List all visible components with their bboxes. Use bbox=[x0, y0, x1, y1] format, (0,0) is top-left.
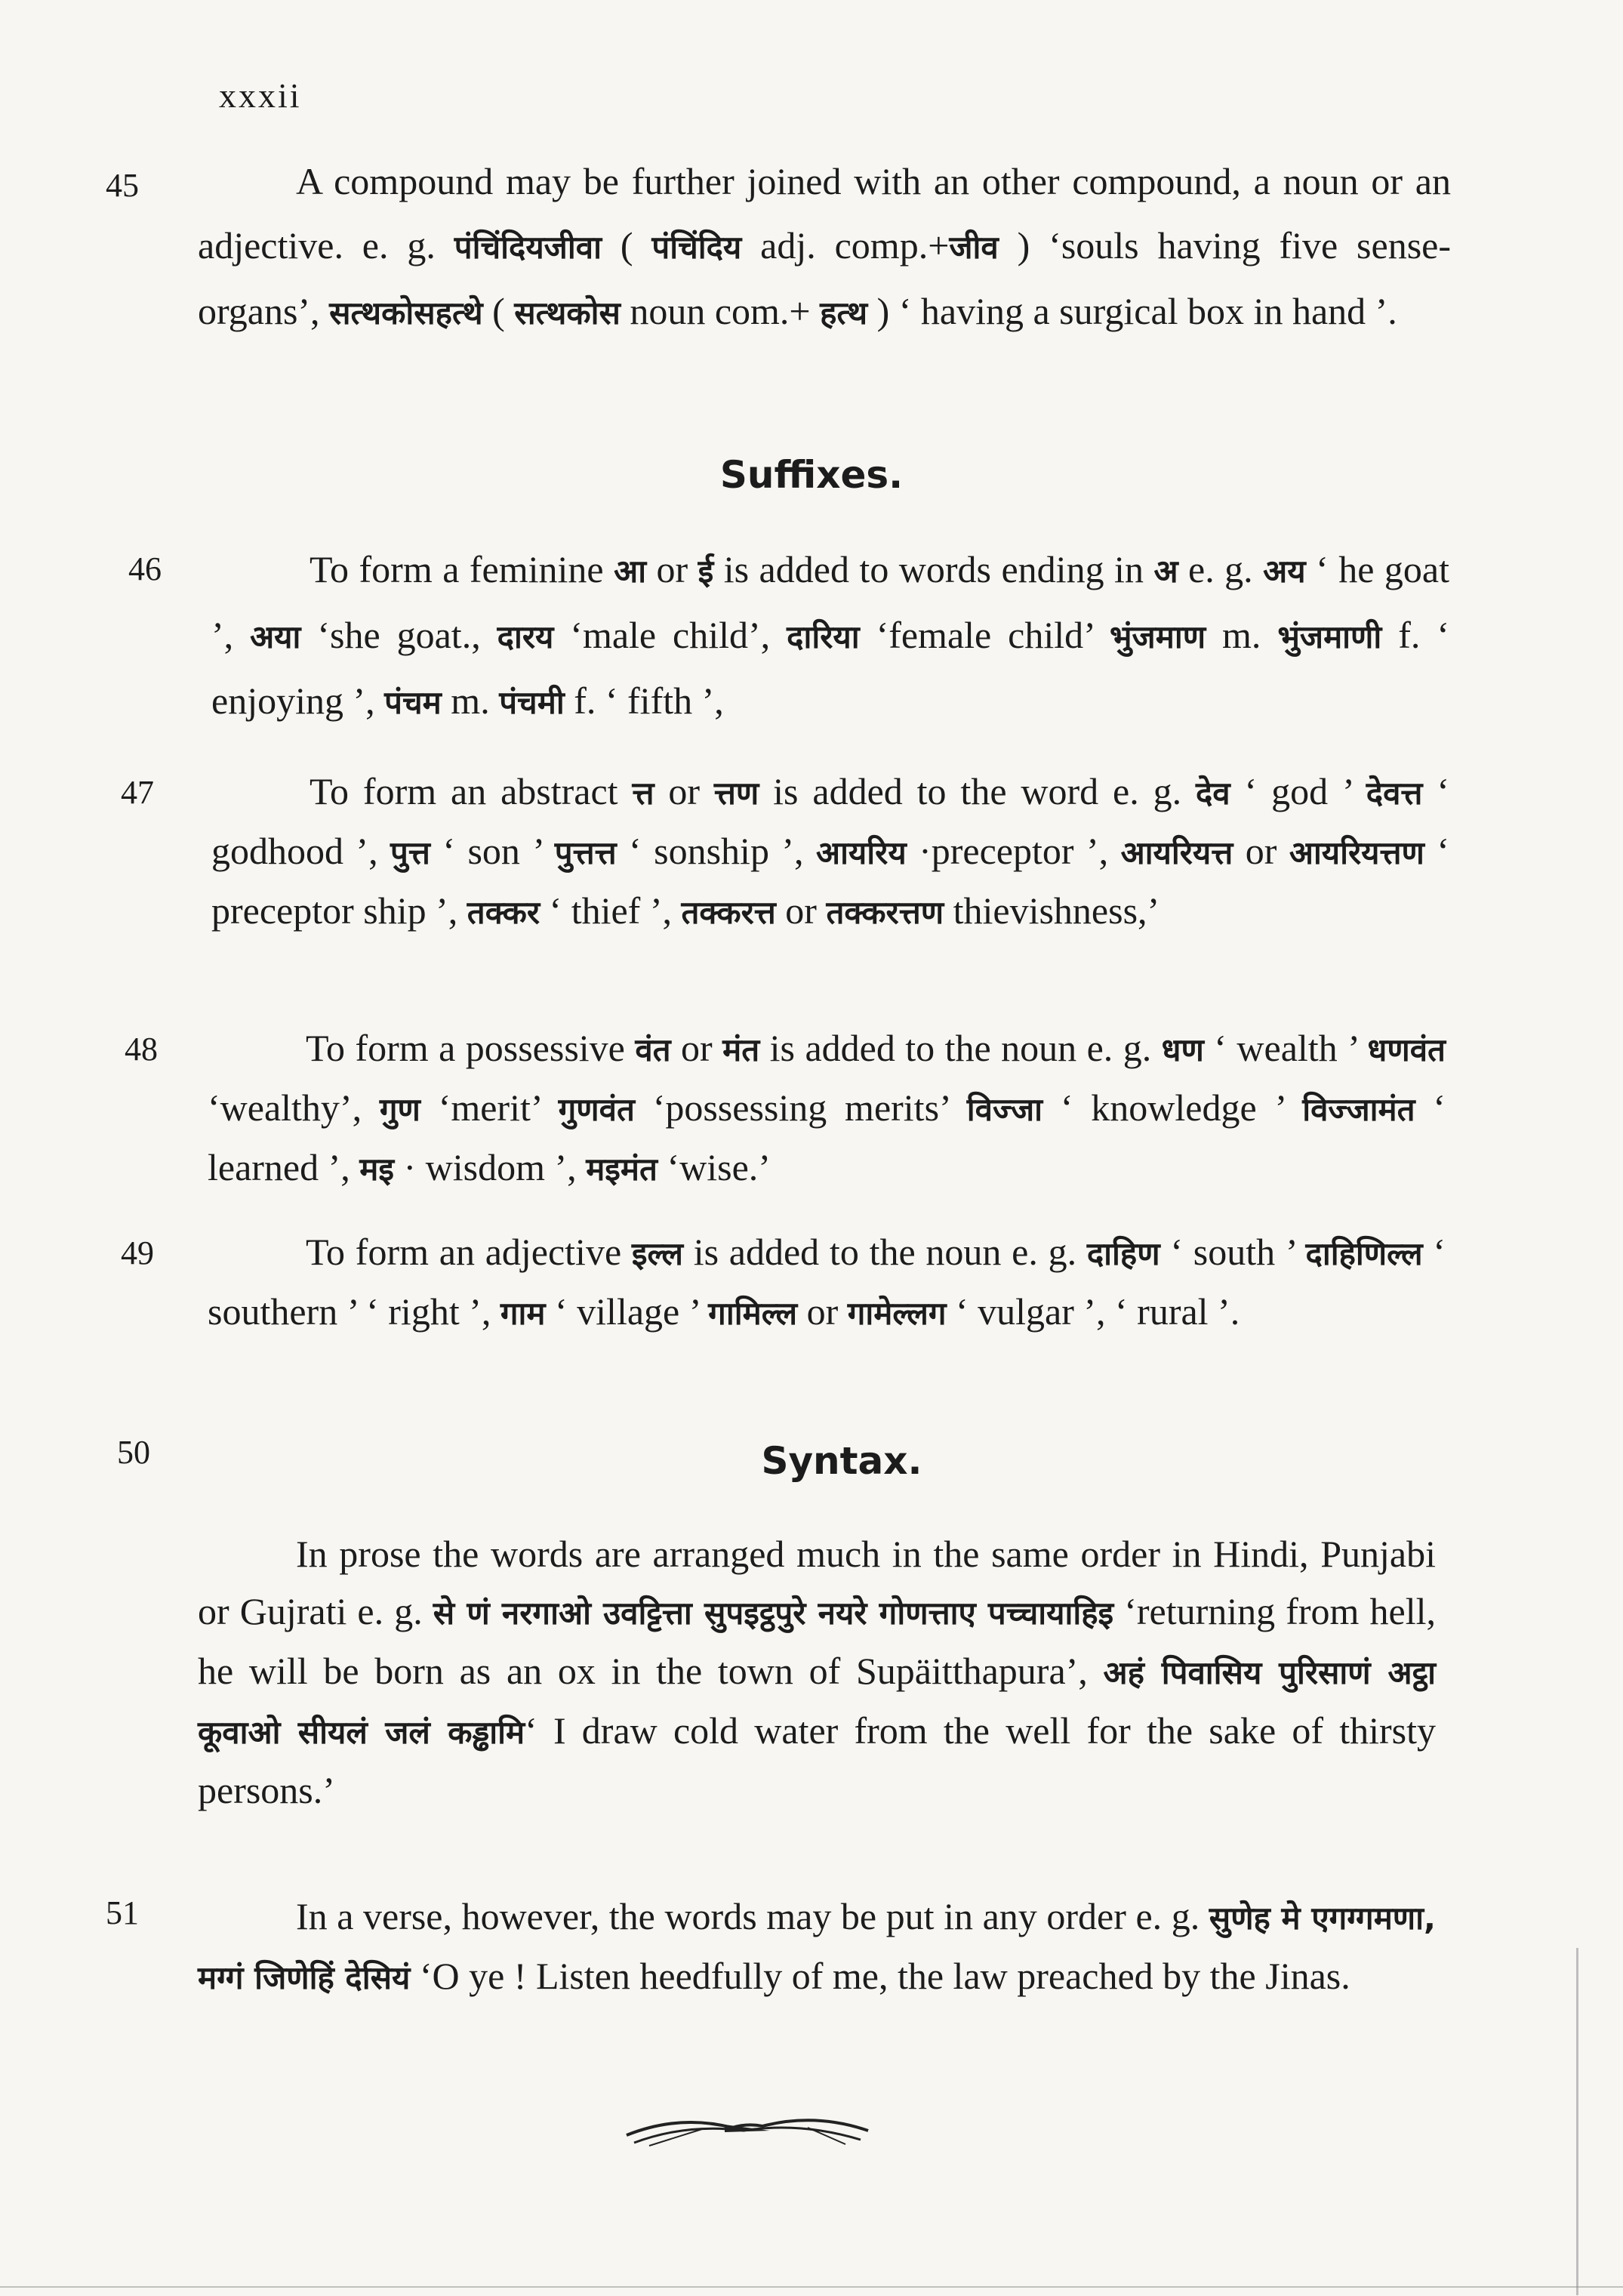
syntax-heading: Syntax. bbox=[761, 1439, 922, 1483]
paragraph-number-47: 47 bbox=[121, 774, 154, 811]
suffixes-heading: Suffixes. bbox=[719, 453, 904, 497]
page-number: xxxii bbox=[219, 76, 302, 115]
paragraph-47: To form an abstract त्त or त्तण is added to the word e. g. देव ‘ god ’ देवत्त ‘ godhood ’, पुत्त ‘ son ’ पुत्तत्त ‘ sonship ’, आयरिय ·preceptor ’, आयरियत्त or आयरियत्तण ‘ preceptor ship ’, तक्कर ‘ thief ’, तक्करत्त or तक्करत्तण thievishness,’ bbox=[211, 770, 1450, 932]
paragraph-51: In a verse, however, the words may be put in any order e. g. सुणेह मे एगग्गमणा, मग्गं जिणेहिं देसियं ‘O ye ! Listen heedfully of me, the law preached by the Jinas. bbox=[198, 1895, 1437, 1997]
paragraph-number-49: 49 bbox=[121, 1234, 154, 1271]
paragraph-48: To form a possessive वंत or मंत is added to the noun e. g. धण ‘ wealth ’ धणवंत ‘wealthy’, गुण ‘merit’ गुणवंत ‘possessing merits’ विज्जा ‘ knowledge ’ विज्जामंत ‘ learned ’, मइ · wisdom ’, मइमंत ‘wise.’ bbox=[208, 1027, 1446, 1188]
paragraph-46: To form a feminine आ or ई is added to words ending in अ e. g. अय ‘ he goat ’, अया ‘she goat., दारय ‘male child’, दारिया ‘female child’ भुंजमाण m. भुंजमाणी f. ‘ enjoying ’, पंचम m. पंचमी f. ‘ fifth ’, bbox=[211, 548, 1449, 722]
paragraph-number-50: 50 bbox=[117, 1434, 150, 1471]
paragraph-number-51: 51 bbox=[106, 1894, 139, 1931]
scan-edge-right bbox=[1576, 1948, 1578, 2295]
paragraph-number-48: 48 bbox=[125, 1031, 158, 1068]
paragraph-50: In prose the words are arranged much in the same order in Hindi, Punjabi or Gujrati e. g. से णं नरगाओ उवट्टित्ता सुपइट्ठपुरे नयरे गोणत्ताए पच्चायाहिइ ‘returning from hell, he will be born as an ox in the town of Supäitthapura’, अहं पिवासिय पुरिसाणं अट्ठा कूवाओ सीयलं जलं कड्ढामि‘ I draw cold water from the well for the sake of thirsty persons.’ bbox=[198, 1533, 1436, 1811]
end-ornament-icon bbox=[619, 2106, 876, 2152]
paragraph-number-46: 46 bbox=[128, 550, 162, 587]
scan-edge-bottom bbox=[0, 2286, 1623, 2288]
paragraph-49: To form an adjective इल्ल is added to the noun e. g. दाहिण ‘ south ’ दाहिणिल्ल ‘ southern ’ ‘ right ’, गाम ‘ village ’ गामिल्ल or गामेल्लग ‘ vulgar ’, ‘ rural ’. bbox=[208, 1231, 1446, 1333]
paragraph-number-45: 45 bbox=[106, 167, 139, 204]
paragraph-45: A compound may be further joined with an other compound, a noun or an adjective. e. g. पंचिंदियजीवा ( पंचिंदिय adj. comp.+जीव ) ‘souls having five sense-organs’, सत्थकोसहत्थे ( सत्थकोस noun com.+ हत्थ ) ‘ having a surgical box in hand ’. bbox=[198, 160, 1451, 332]
